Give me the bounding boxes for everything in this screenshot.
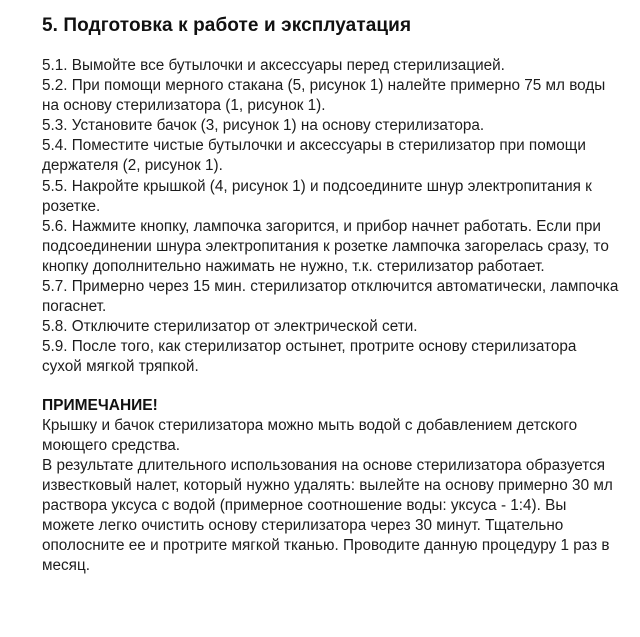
step-5-7: 5.7. Примерно через 15 мин. стерилизатор отключится автоматически, лампочка погаснет.: [42, 278, 619, 316]
step-5-5: 5.5. Накройте крышкой (4, рисунок 1) и подсоедините шнур электропитания к розетке.: [42, 177, 592, 215]
note-heading: ПРИМЕЧАНИЕ!: [42, 396, 158, 414]
step-5-3: 5.3. Установите бачок (3, рисунок 1) на основу стерилизатора.: [42, 117, 485, 135]
step-5-2: 5.2. При помощи мерного стакана (5, рисунок 1) налейте примерно 75 мл воды на основу стерилизатора (1, рисунок 1).: [42, 77, 606, 115]
section-title: 5. Подготовка к работе и эксплуатация: [42, 15, 412, 36]
note-block: [42, 396, 620, 577]
step-5-9: 5.9. После того, как стерилизатор остынет, протрите основу стерилизатора сухой мягкой тряпкой.: [42, 338, 577, 376]
steps-list: [42, 56, 620, 378]
step-5-4: 5.4. Поместите чистые бутылочки и аксессуары в стерилизатор при помощи держателя (2, рисунок 1).: [42, 137, 586, 175]
note-paragraph-cleaning: Крышку и бачок стерилизатора можно мыть водой с добавлением детского моющего средства.: [42, 416, 578, 454]
step-5-6: 5.6. Нажмите кнопку, лампочка загорится, и прибор начнет работать. Если при подсоединении шнура электропитания к розетке лампочка загорелась сразу, то кнопку дополнительно нажимать не нужно, т.к. стерилизатор работает.: [42, 217, 609, 275]
note-paragraph-descaling: В результате длительного использования на основе стерилизатора образуется известковый налет, который нужно удалять: вылейте на основу примерно 30 мл раствора уксуса с водой (примерное соотношение воды: уксуса - 1:4). Вы можете легко очистить основу стерилизатора через 30 минут. Тщательно ополосните ее и протрите мягкой тканью. Проводите данную процедуру 1 раз в месяц.: [42, 456, 613, 575]
step-5-8: 5.8. Отключите стерилизатор от электрической сети.: [42, 318, 418, 336]
step-5-1: 5.1. Вымойте все бутылочки и аксессуары перед стерилизацией.: [42, 57, 505, 74]
